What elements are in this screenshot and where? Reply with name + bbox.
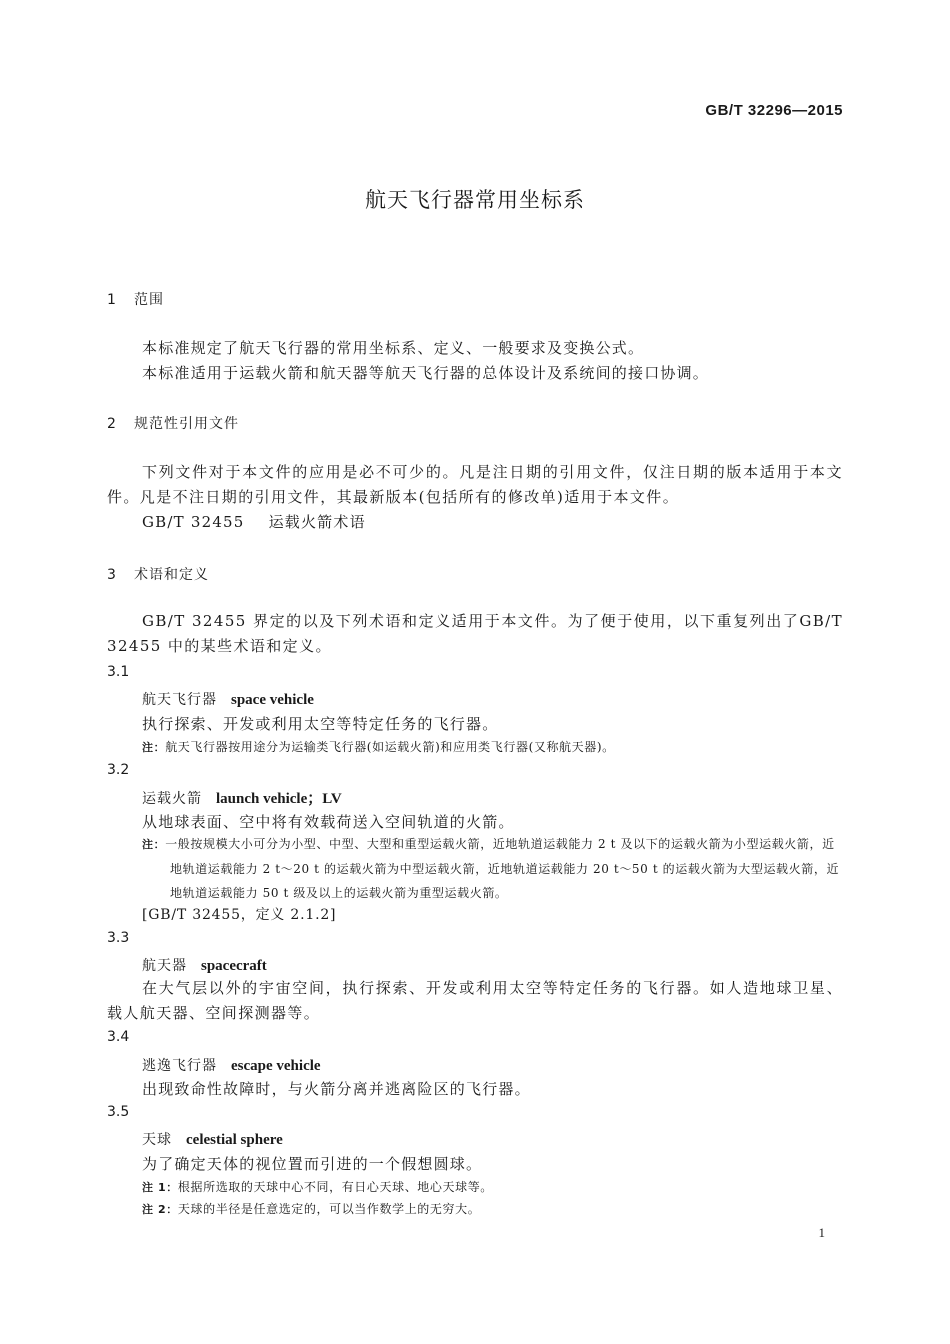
section-title: 范围 (134, 292, 164, 308)
note-label: 注： (142, 741, 166, 754)
term-definition: 在大气层以外的宇宙空间，执行探索、开发或利用太空等特定任务的飞行器。如人造地球卫星、载人航天器、空间探测器等。 (107, 979, 843, 1022)
note-text: 根据所选取的天球中心不同，有日心天球、地心天球等。 (177, 1180, 493, 1194)
section-title: 术语和定义 (134, 567, 209, 583)
term-definition: 为了确定天体的视位置而引进的一个假想圆球。 (142, 1155, 483, 1173)
term-chinese: 航天飞行器 (142, 692, 217, 708)
term-chinese: 运载火箭 (142, 791, 202, 807)
term-number: 3.2 (107, 762, 130, 778)
paragraph: 本标准适用于运载火箭和航天器等航天飞行器的总体设计及系统间的接口协调。 (142, 364, 710, 382)
note-text: 天球的半径是任意选定的，可以当作数学上的无穷大。 (177, 1202, 481, 1216)
term-english: celestial sphere (186, 1132, 283, 1148)
term-definition: 从地球表面、空中将有效载荷送入空间轨道的火箭。 (142, 813, 515, 831)
term-note (142, 832, 843, 905)
note-label: 注： (142, 838, 166, 851)
term-entry (142, 1129, 283, 1149)
section-title: 规范性引用文件 (134, 416, 239, 432)
reference-code: GB/T 32455 (142, 513, 245, 531)
term-note (142, 1197, 843, 1222)
section-number: 3 (107, 567, 117, 583)
paragraph: GB/T 32455 界定的以及下列术语和定义适用于本文件。为了便于使用，以下重复列出了GB/T 32455 中的某些术语和定义。 (107, 612, 843, 655)
note-text: 一般按规模大小可分为小型、中型、大型和重型运载火箭，近地轨道运载能力 2 t 及以下的运载火箭为小型运载火箭，近地轨道运载能力 2 t～20 t 的运载火箭为中型运载火箭，近地轨道运载能力 20 t～50 t 的运载火箭为大型运载火箭，近地轨道运载能力 50 t 级及以上的运载火箭为重型运载火箭。 (165, 837, 840, 900)
note-text: 航天飞行器按用途分为运输类飞行器(如运载火箭)和应用类飞行器(又称航天器)。 (165, 740, 615, 754)
term-definition: 出现致命性故障时，与火箭分离并逃离险区的飞行器。 (142, 1080, 531, 1098)
section-3-heading (107, 564, 209, 584)
term-entry (142, 787, 342, 808)
note-label: 注 2： (142, 1203, 178, 1216)
standard-number: GB/T 32296—2015 (705, 102, 843, 119)
document-title: 航天飞行器常用坐标系 (365, 188, 585, 212)
term-entry (142, 1055, 321, 1075)
term-entry (142, 955, 267, 975)
term-number: 3.1 (107, 664, 130, 680)
term-note (142, 735, 843, 760)
term-number: 3.4 (107, 1029, 130, 1045)
term-english: spacecraft (201, 958, 267, 974)
normative-reference (142, 510, 366, 535)
term-chinese: 航天器 (142, 958, 187, 974)
term-definition: 执行探索、开发或利用太空等特定任务的飞行器。 (142, 715, 499, 733)
term-number: 3.3 (107, 930, 130, 946)
term-english: space vehicle (231, 692, 314, 708)
paragraph: 本标准规定了航天飞行器的常用坐标系、定义、一般要求及变换公式。 (142, 339, 645, 357)
reference-title: 运载火箭术语 (268, 513, 366, 531)
section-number: 1 (107, 292, 117, 308)
page-number: 1 (818, 1225, 825, 1240)
term-entry (142, 689, 314, 709)
section-2-heading (107, 413, 239, 433)
paragraph: 下列文件对于本文件的应用是必不可少的。凡是注日期的引用文件，仅注日期的版本适用于本文件。凡是不注日期的引用文件，其最新版本(包括所有的修改单)适用于本文件。 (107, 463, 843, 506)
section-number: 2 (107, 416, 117, 432)
term-source: [GB/T 32455，定义 2.1.2] (142, 907, 337, 923)
term-chinese: 逃逸飞行器 (142, 1058, 217, 1074)
term-english: launch vehicle；LV (216, 791, 342, 807)
term-chinese: 天球 (142, 1132, 172, 1148)
section-1-heading (107, 289, 164, 309)
note-label: 注 1： (142, 1181, 178, 1194)
term-number: 3.5 (107, 1104, 130, 1120)
term-english: escape vehicle (231, 1058, 321, 1074)
